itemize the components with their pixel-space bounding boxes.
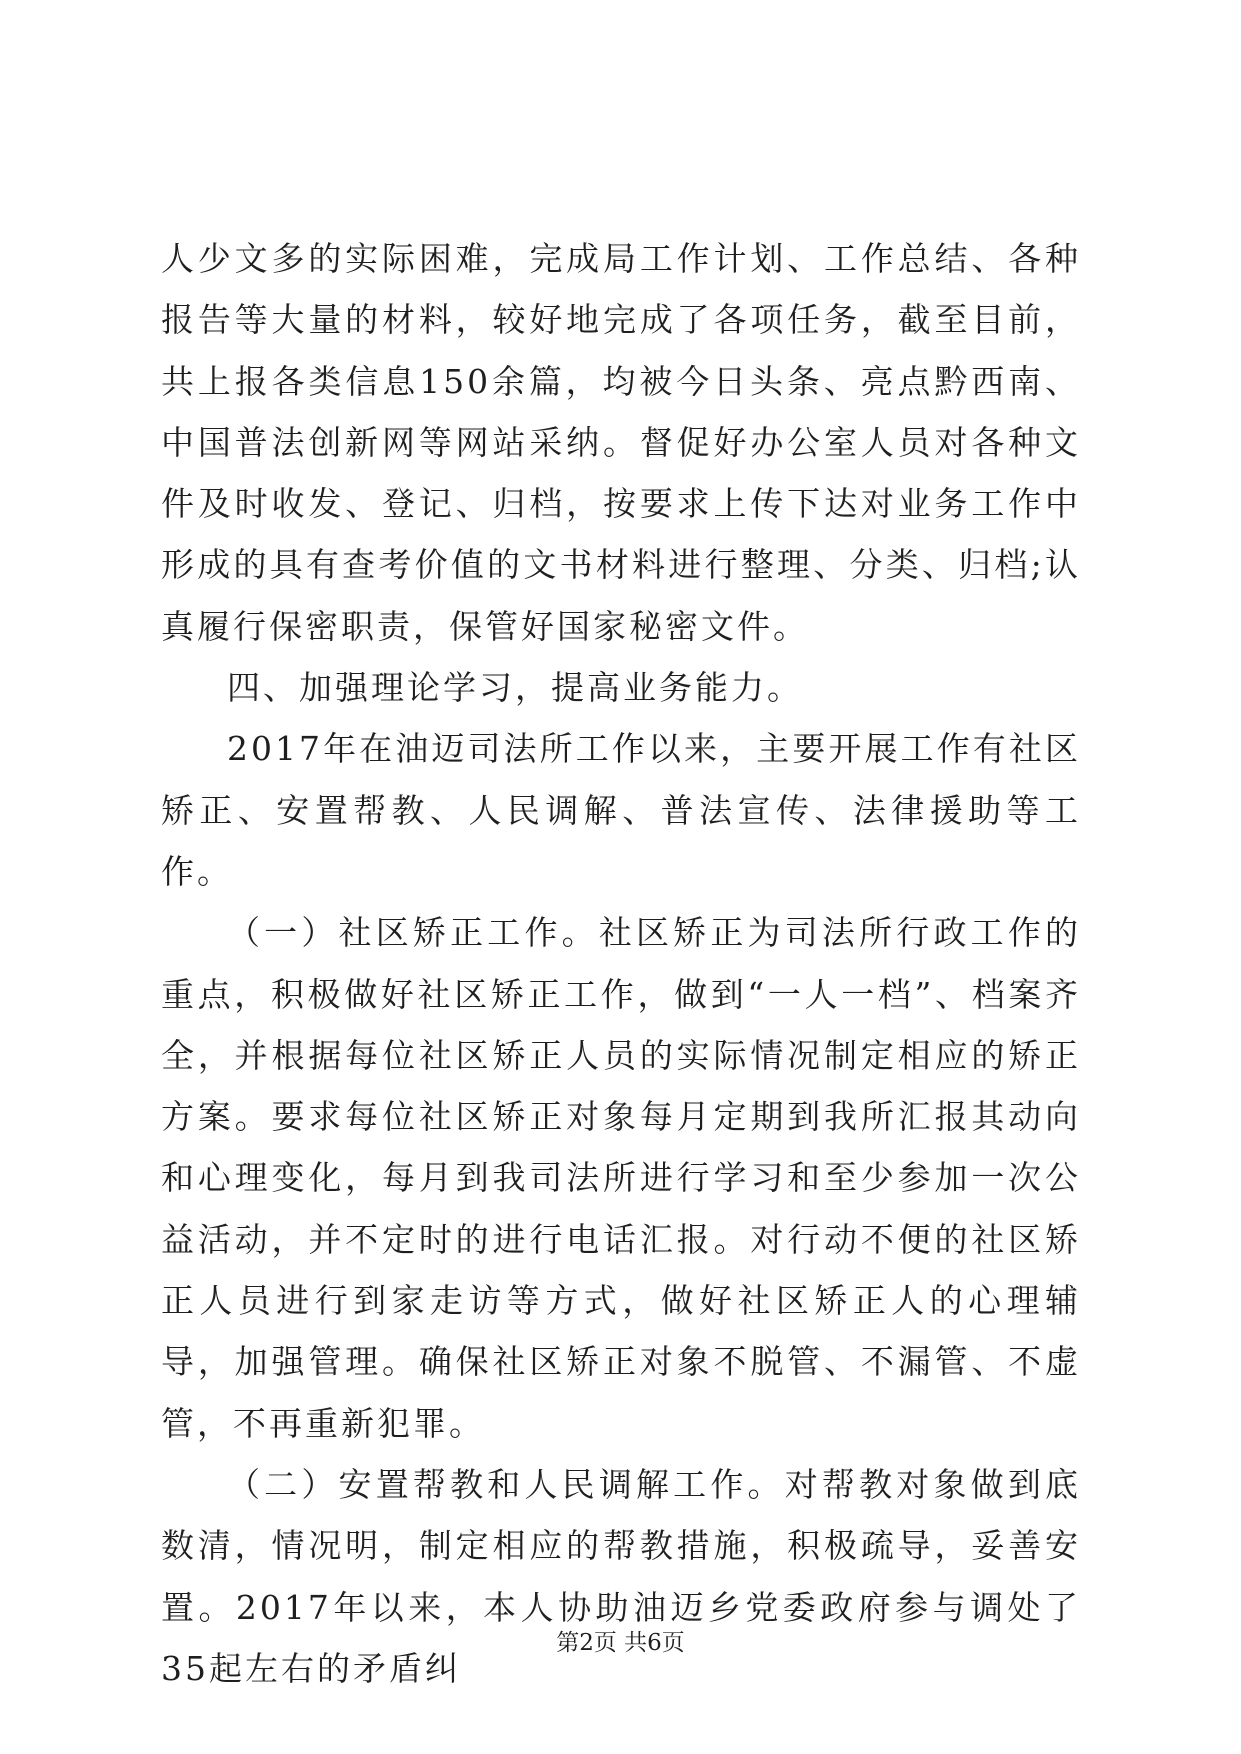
paragraph-continuation: 人少文多的实际困难，完成局工作计划、工作总结、各种报告等大量的材料，较好地完成了各项任务，截至目前，共上报各类信息150余篇，均被今日头条、亮点黔西南、中国普法创新网等网站采纳。督促好办公室人员对各种文件及时收发、登记、归档，按要求上传下达对业务工作中形成的具有查考价值的文书材料进行整理、分类、归档;认真履行保密职责，保管好国家秘密文件。: [161, 239, 1081, 646]
page-footer: 第2页 共6页: [556, 1630, 685, 1656]
section-heading: 四、加强理论学习，提高业务能力。: [227, 668, 803, 708]
document-body: [161, 228, 1081, 1699]
paragraph-resettlement-mediation: （二）安置帮教和人民调解工作。对帮教对象做到底数清，情况明，制定相应的帮教措施，积极疏导，妥善安置。2017年以来，本人协助油迈乡党委政府参与调处了35起左右的矛盾纠: [161, 1464, 1081, 1688]
paragraph-community-correction: （一）社区矫正工作。社区矫正为司法所行政工作的重点，积极做好社区矫正工作，做到“一人一档”、档案齐全，并根据每位社区矫正人员的实际情况制定相应的矫正方案。要求每位社区矫正对象每月定期到我所汇报其动向和心理变化，每月到我司法所进行学习和至少参加一次公益活动，并不定时的进行电话汇报。对行动不便的社区矫正人员进行到家走访等方式，做好社区矫正人的心理辅导，加强管理。确保社区矫正对象不脱管、不漏管、不虚管，不再重新犯罪。: [161, 913, 1081, 1443]
paragraph-intro: 2017年在油迈司法所工作以来，主要开展工作有社区矫正、安置帮教、人民调解、普法宣传、法律援助等工作。: [161, 729, 1081, 891]
